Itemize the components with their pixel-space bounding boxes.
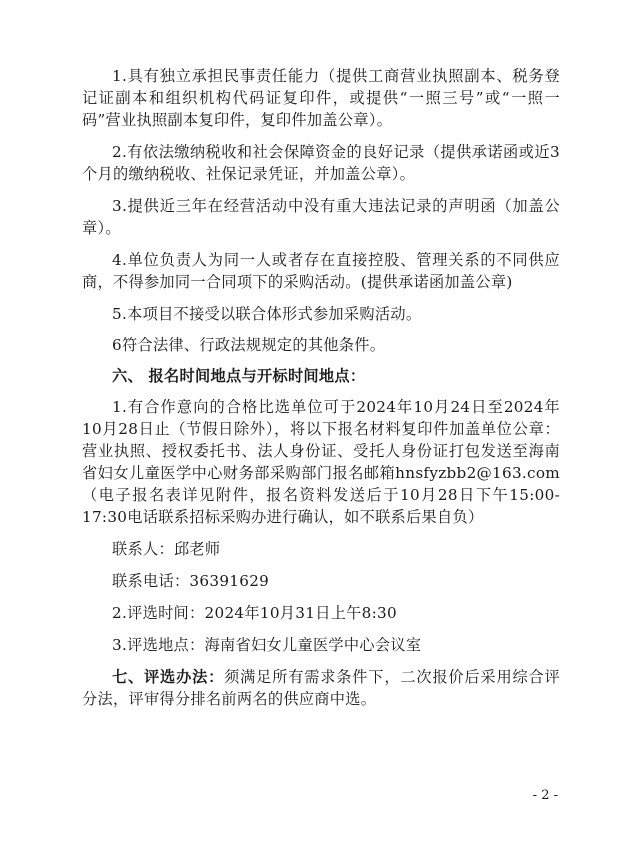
document-body <box>82 65 560 710</box>
section-6-heading: 六、 报名时间地点与开标时间地点： <box>112 367 366 385</box>
requirement-1: 1.具有独立承担民事责任能力（提供工商营业执照副本、税务登记证副本和组织机构代码证复印件，或提供“一照三号”或“一照一码”营业执照副本复印件，复印件加盖公章）。 <box>82 67 560 129</box>
requirement-3: 3.提供近三年在经营活动中没有重大违法记录的声明函（加盖公章）。 <box>82 197 560 237</box>
page-number: - 2 - <box>532 788 558 803</box>
requirement-5: 5.本项目不接受以联合体形式参加采购活动。 <box>112 305 422 323</box>
requirement-6: 6符合法律、行政法规规定的其他条件。 <box>112 336 386 354</box>
contact-person: 联系人：邱老师 <box>112 540 221 558</box>
requirement-2: 2.有依法缴纳税收和社会保障资金的良好记录（提供承诺函或近3个月的缴纳税收、社保记录凭证，并加盖公章）。 <box>82 143 560 183</box>
section-7-heading: 七、评选办法： <box>112 668 225 686</box>
registration-details: 1.有合作意向的合格比选单位可于2024年10月24日至2024年10月28日止（节假日除外），将以下报名材料复印件加盖单位公章：营业执照、授权委托书、法人身份证、受托人身份证打包发送至海南省妇女儿童医学中心财务部采购部门报名邮箱hnsfyzbb2@163.com（电子报名表详见附件，报名资料发送后于10月28日下午15:00-17:30电话联系招标采购办进行确认，如不联系后果自负） <box>82 398 560 526</box>
contact-phone: 联系电话：36391629 <box>112 572 270 590</box>
section-7-text: 须满足所有需求条件下，二次报价后采用综合评分法，评审得分排名前两名的供应商中选。 <box>82 668 560 708</box>
requirement-4: 4.单位负责人为同一人或者存在直接控股、管理关系的不同供应商，不得参加同一合同项下的采购活动。(提供承诺函加盖公章) <box>82 251 560 291</box>
section-7 <box>82 666 560 710</box>
evaluation-place: 3.评选地点：海南省妇女儿童医学中心会议室 <box>112 636 422 654</box>
evaluation-time: 2.评选时间：2024年10月31日上午8:30 <box>112 604 397 622</box>
